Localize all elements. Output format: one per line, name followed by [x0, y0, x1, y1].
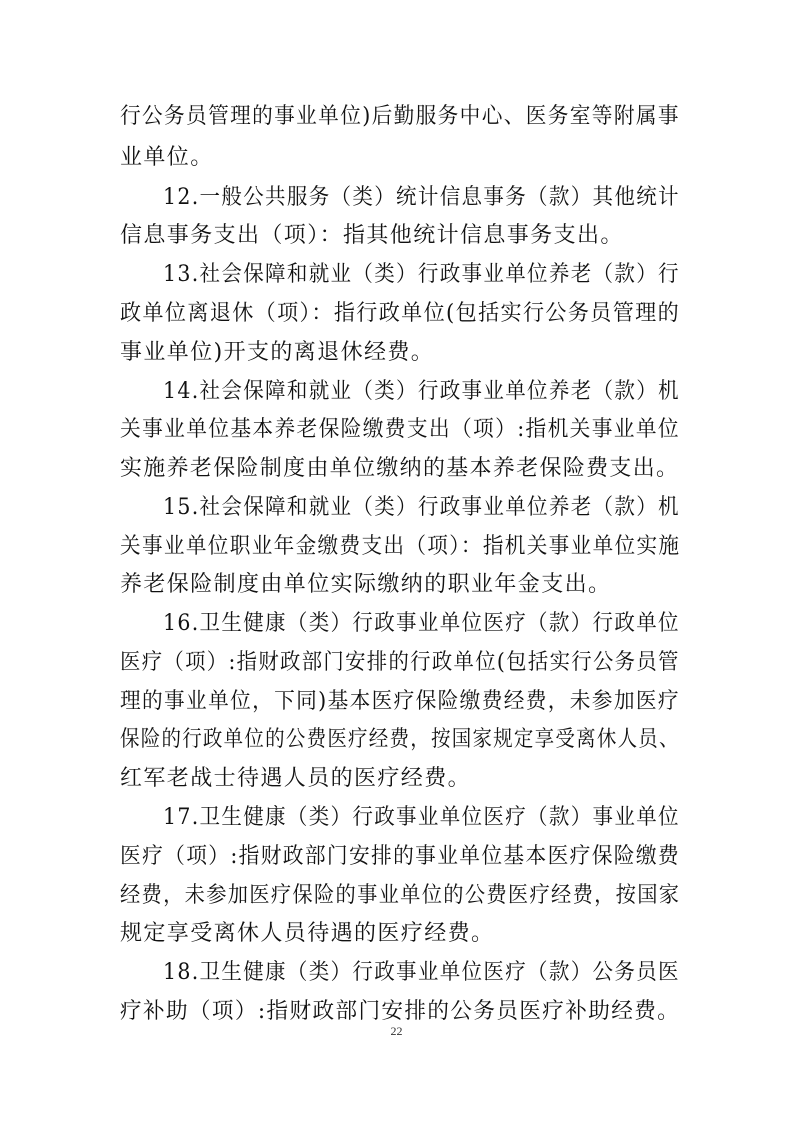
- text-line: 事业单位)开支的离退休经费。: [120, 340, 435, 365]
- text-line: 疗补助（项）:指财政部门安排的公务员医疗补助经费。: [120, 999, 681, 1024]
- text-line: 15.社会保障和就业（类）行政事业单位养老（款）机: [163, 495, 680, 520]
- text-line: 经费，未参加医疗保险的事业单位的公费医疗经费，按国家: [120, 883, 681, 908]
- text-line: 17.卫生健康（类）行政事业单位医疗（款）事业单位: [163, 805, 680, 830]
- text-line: 14.社会保障和就业（类）行政事业单位养老（款）机: [163, 379, 680, 404]
- text-line: 政单位离退休（项）：指行政单位(包括实行公务员管理的: [120, 301, 681, 326]
- text-line: 信息事务支出（项）：指其他统计信息事务支出。: [120, 223, 624, 248]
- text-line: 关事业单位职业年金缴费支出（项）：指机关事业单位实施: [120, 534, 681, 559]
- text-line: 业单位。: [120, 145, 214, 170]
- text-line: 医疗（项）:指财政部门安排的事业单位基本医疗保险缴费: [120, 844, 680, 869]
- text-line: 规定享受离休人员待遇的医疗经费。: [120, 921, 495, 946]
- text-line: 保险的行政单位的公费医疗经费，按国家规定享受离休人员、: [120, 727, 680, 752]
- text-line: 理的事业单位，下同)基本医疗保险缴费经费，未参加医疗: [120, 689, 680, 714]
- text-line: 关事业单位基本养老保险缴费支出（项）:指机关事业单位: [120, 417, 680, 442]
- text-line: 行公务员管理的事业单位)后勤服务中心、医务室等附属事: [120, 104, 680, 129]
- text-line: 医疗（项）:指财政部门安排的行政单位(包括实行公务员管: [120, 650, 680, 675]
- text-line: 养老保险制度由单位实际缴纳的职业年金支出。: [120, 572, 612, 597]
- page-number: 22: [390, 1024, 403, 1038]
- text-line: 18.卫生健康（类）行政事业单位医疗（款）公务员医: [163, 960, 680, 985]
- text-line: 红军老战士待遇人员的医疗经费。: [120, 766, 472, 791]
- text-line: 实施养老保险制度由单位缴纳的基本养老保险费支出。: [120, 456, 680, 481]
- text-line: 13.社会保障和就业（类）行政事业单位养老（款）行: [163, 262, 680, 287]
- text-line: 12.一般公共服务（类）统计信息事务（款）其他统计: [163, 185, 680, 210]
- text-line: 16.卫生健康（类）行政事业单位医疗（款）行政单位: [163, 611, 680, 636]
